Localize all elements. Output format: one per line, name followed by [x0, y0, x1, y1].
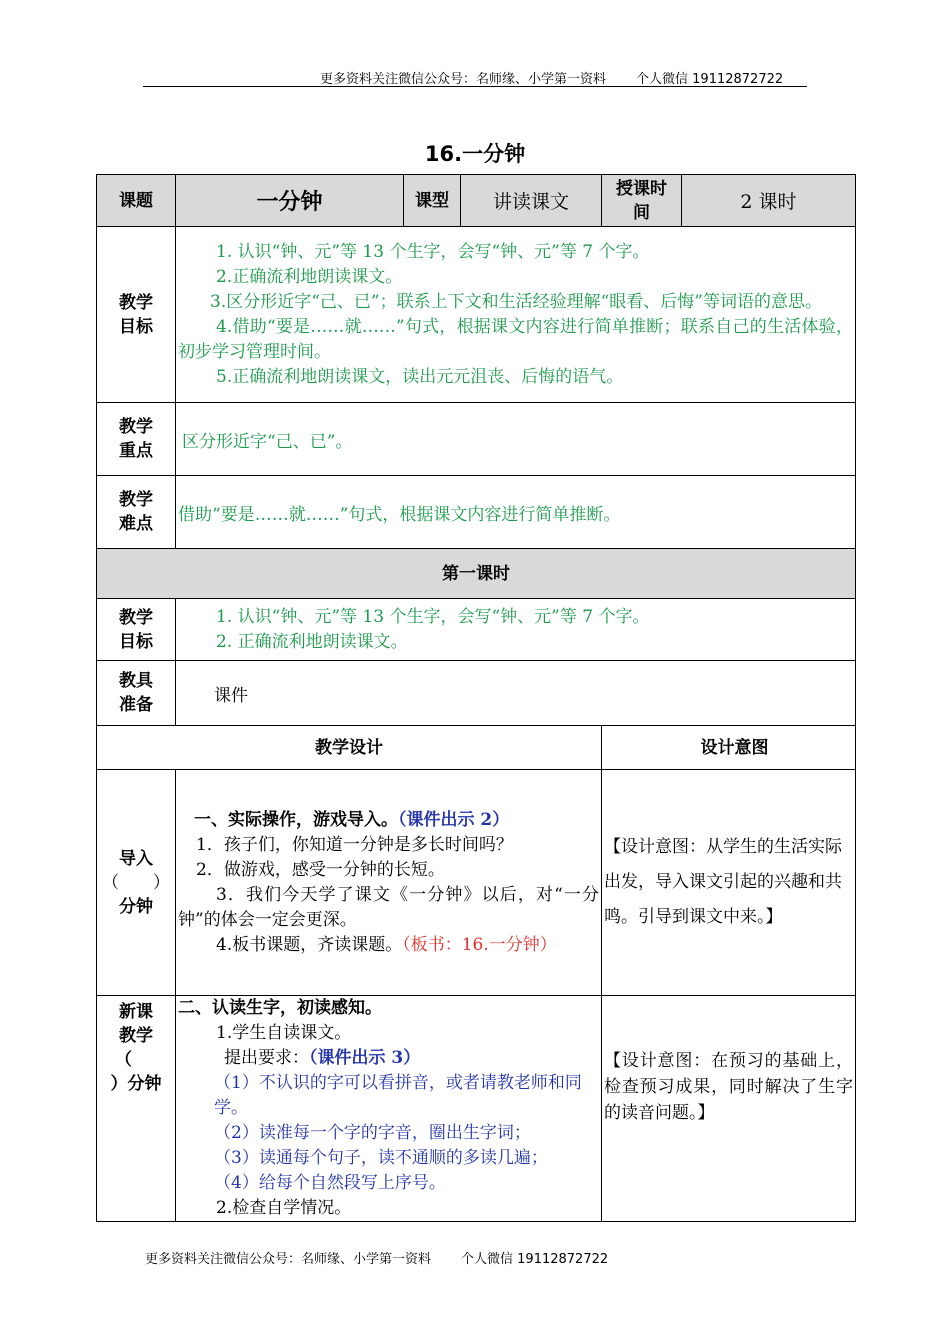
type-value: 讲读课文 — [461, 175, 602, 227]
tools-value: 课件 — [176, 661, 856, 726]
new-lesson-req-text: 提出要求： — [224, 1048, 309, 1068]
new-lesson-heading: 二、认读生字，初读感知。 — [178, 998, 382, 1018]
design-label: 教学设计 — [97, 726, 602, 770]
intent-label: 设计意图 — [602, 726, 856, 770]
topic-value: 一分钟 — [176, 175, 404, 227]
lesson-plan-table — [96, 174, 856, 1222]
lesson1-goals-label: 教学目标 — [97, 599, 176, 661]
new-lesson-req-item: （3）读通每个句子，读不通顺的多读几遍； — [214, 1148, 548, 1168]
goal-item: 3.区分形近字“己、已”；联系上下文和生活经验理解“眼看、后悔”等词语的意思。 — [210, 291, 822, 312]
difficulty-label: 教学难点 — [97, 476, 176, 549]
type-label: 课型 — [404, 175, 461, 227]
intro-line: 3．我们今天学了课文《一分钟》以后，对“一分钟”的体会一定会更深。 — [178, 884, 599, 930]
document-title: 16.一分钟 — [424, 142, 526, 166]
footer-left: 更多资料关注微信公众号：名师缘、小学第一资料 — [145, 1252, 432, 1267]
lesson1-goal-item: 2. 正确流利地朗读课文。 — [216, 631, 408, 652]
difficulty-row — [97, 476, 856, 549]
new-lesson-req-item: （2）读准每一个字的字音，圈出生字词； — [214, 1123, 531, 1143]
design-header-row — [97, 726, 856, 770]
new-lesson-req-item: （1）不认识的字可以看拼音，或者请教老师和同学。 — [214, 1073, 582, 1118]
intro-label-top: 导入 — [119, 848, 153, 869]
intro-label — [97, 770, 176, 996]
intro-intent — [602, 770, 856, 996]
header-left: 更多资料关注微信公众号：名师缘、小学第一资料 — [320, 72, 607, 87]
difficulty-text: 借助“要是……就……”句式，根据课文内容进行简单推断。 — [176, 476, 856, 549]
intro-content — [176, 770, 602, 996]
page-footer — [145, 1248, 608, 1267]
page-header — [320, 68, 783, 87]
lesson1-goal-item: 1. 认识“钟、元”等 13 个生字，会写“钟、元”等 7 个字。 — [216, 606, 650, 627]
intro-intent-text: 【设计意图：从学生的生活实际出发，导入课文引起的兴趣和共鸣。引导到课文中来。】 — [604, 837, 842, 927]
key-point-label: 教学重点 — [97, 403, 176, 476]
topic-label: 课题 — [97, 175, 176, 227]
lesson1-title: 第一课时 — [97, 549, 856, 599]
tools-label: 教具准备 — [97, 661, 176, 726]
intro-line-board — [178, 933, 599, 958]
key-point-text: 区分形近字“己、已”。 — [176, 403, 856, 476]
new-lesson-label-a: 新课 — [119, 1002, 153, 1022]
new-lesson-intent-text: 【设计意图：在预习的基础上，检查预习成果，同时解决了生字的读音问题。】 — [604, 1051, 853, 1123]
goals-label: 教学目标 — [97, 227, 176, 403]
tools-row — [97, 661, 856, 726]
intro-heading — [178, 808, 599, 833]
new-lesson-label — [97, 996, 176, 1222]
new-lesson-req-note: （课件出示 3） — [309, 1048, 421, 1068]
goal-item: 4.借助“要是……就……”句式，根据课文内容进行简单推断；联系自己的生活体验，初步学习管理时间。 — [178, 316, 853, 362]
lesson1-title-row — [97, 549, 856, 599]
intro-label-bot: 分钟 — [119, 896, 153, 917]
intro-board-text: 4.板书课题，齐读课题。 — [216, 934, 403, 955]
intro-line: 2．做游戏，感受一分钟的长短。 — [196, 859, 445, 880]
header-divider — [143, 86, 807, 87]
intro-heading-note: （课件出示 2） — [398, 809, 510, 830]
new-lesson-content — [176, 996, 602, 1222]
lesson1-goals-row — [97, 599, 856, 661]
footer-right: 个人微信 19112872722 — [461, 1252, 609, 1267]
lesson1-goals-content — [176, 599, 856, 661]
intro-row — [97, 770, 856, 996]
time-label: 授课时间 — [602, 175, 682, 227]
intro-heading-text: 一、实际操作，游戏导入。 — [194, 809, 398, 830]
key-point-row — [97, 403, 856, 476]
new-lesson-req-item: （4）给每个自然段写上序号。 — [214, 1173, 446, 1193]
new-lesson-label-c: （ — [115, 1050, 132, 1070]
new-lesson-intent — [602, 996, 856, 1222]
intro-board-note: （板书：16.一分钟） — [402, 934, 557, 955]
goals-content — [176, 227, 856, 403]
new-lesson-label-d: ）分钟 — [110, 1074, 162, 1094]
time-value: 2 课时 — [682, 175, 856, 227]
new-lesson-label-b: 教学 — [119, 1026, 153, 1046]
intro-line: 1．孩子们，你知道一分钟是多长时间吗？ — [196, 834, 513, 855]
new-lesson-req — [178, 1046, 599, 1071]
new-lesson-line: 1.学生自读课文。 — [216, 1023, 352, 1043]
header-right: 个人微信 19112872722 — [636, 72, 784, 87]
info-row — [97, 175, 856, 227]
goal-item: 1. 认识“钟、元”等 13 个生字，会写“钟、元”等 7 个字。 — [216, 241, 650, 262]
intro-label-mid: （ ） — [102, 872, 170, 893]
goal-item: 2.正确流利地朗读课文。 — [216, 266, 403, 287]
goal-item: 5.正确流利地朗读课文，读出元元沮丧、后悔的语气。 — [216, 366, 624, 387]
goals-row — [97, 227, 856, 403]
new-lesson-row — [97, 996, 856, 1222]
new-lesson-line: 2.检查自学情况。 — [216, 1198, 352, 1218]
